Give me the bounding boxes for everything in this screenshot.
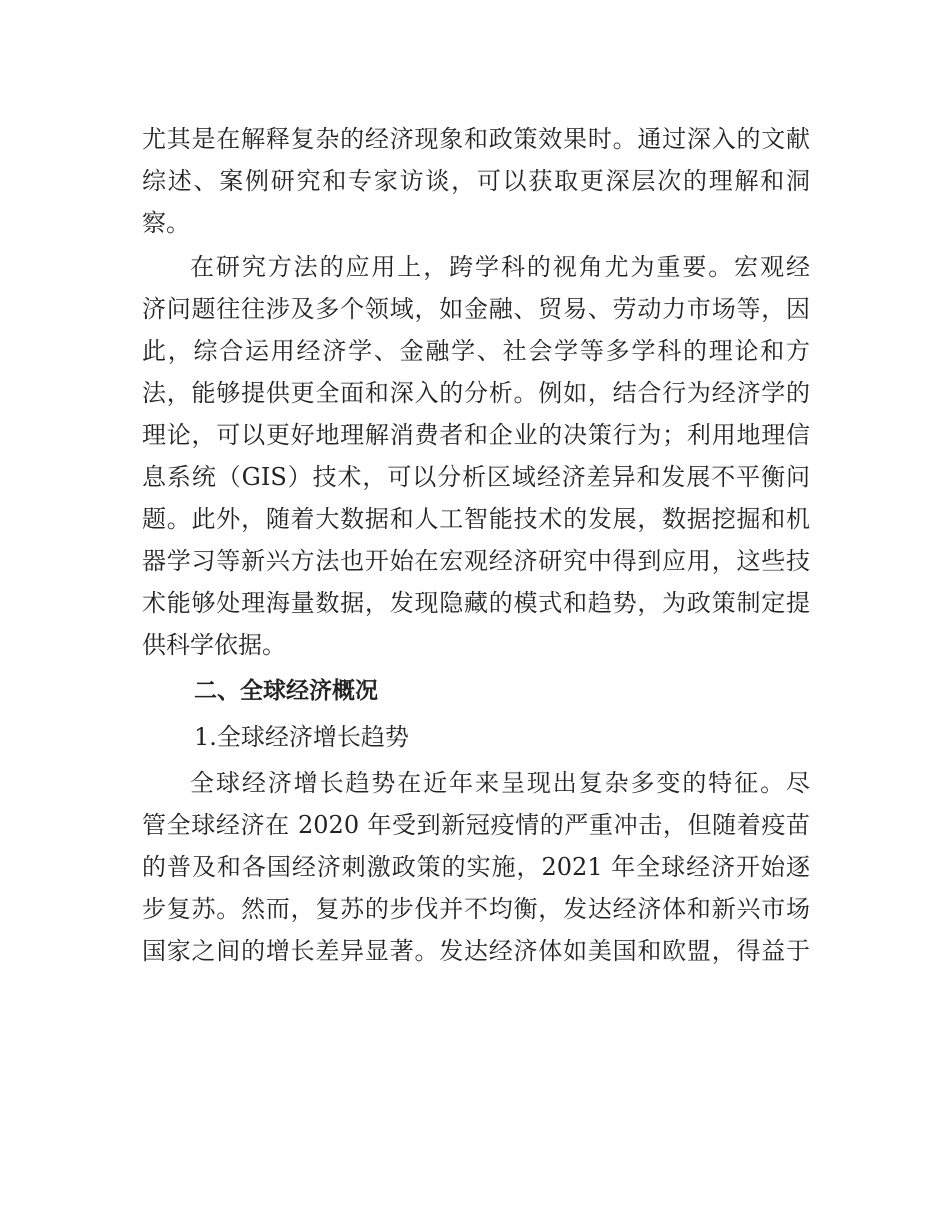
text-line: 此，综合运用经济学、金融学、社会学等多学科的理论和方 <box>142 337 810 365</box>
text-line: 术能够处理海量数据，发现隐藏的模式和趋势，为政策制定提 <box>142 589 810 617</box>
section-heading: 二、全球经济概况 <box>194 678 378 704</box>
text-line: 步复苏。然而，复苏的步伐并不均衡，发达经济体和新兴市场 <box>142 895 810 923</box>
subsection-heading: 1.全球经济增长趋势 <box>194 723 409 751</box>
paragraph-research-methods-continued <box>142 118 810 244</box>
text-line: 法，能够提供更全面和深入的分析。例如，结合行为经济学的 <box>142 379 810 407</box>
document-body <box>142 118 810 974</box>
text-line: 济问题往往涉及多个领域，如金融、贸易、劳动力市场等，因 <box>142 295 810 323</box>
text-line: 的普及和各国经济刺激政策的实施，2021 年全球经济开始逐 <box>142 853 810 881</box>
text-line: 息系统（GIS）技术，可以分析区域经济差异和发展不平衡问 <box>142 463 810 491</box>
text-line: 全球经济增长趋势在近年来呈现出复杂多变的特征。尽 <box>190 769 810 797</box>
text-line: 尤其是在解释复杂的经济现象和政策效果时。通过深入的文献 <box>142 125 810 153</box>
text-line: 理论，可以更好地理解消费者和企业的决策行为；利用地理信 <box>142 421 810 449</box>
text-line: 察。 <box>142 209 190 237</box>
text-line: 题。此外，随着大数据和人工智能技术的发展，数据挖掘和机 <box>142 505 810 533</box>
paragraph-global-growth <box>142 762 810 972</box>
text-line: 供科学依据。 <box>142 631 286 659</box>
text-line: 在研究方法的应用上，跨学科的视角尤为重要。宏观经 <box>190 253 810 281</box>
text-line: 国家之间的增长差异显著。发达经济体如美国和欧盟，得益于 <box>142 937 810 965</box>
text-line: 管全球经济在 2020 年受到新冠疫情的严重冲击，但随着疫苗 <box>142 811 810 839</box>
text-line: 综述、案例研究和专家访谈，可以获取更深层次的理解和洞 <box>142 167 810 195</box>
text-line: 器学习等新兴方法也开始在宏观经济研究中得到应用，这些技 <box>142 547 810 575</box>
paragraph-interdisciplinary <box>142 246 810 666</box>
